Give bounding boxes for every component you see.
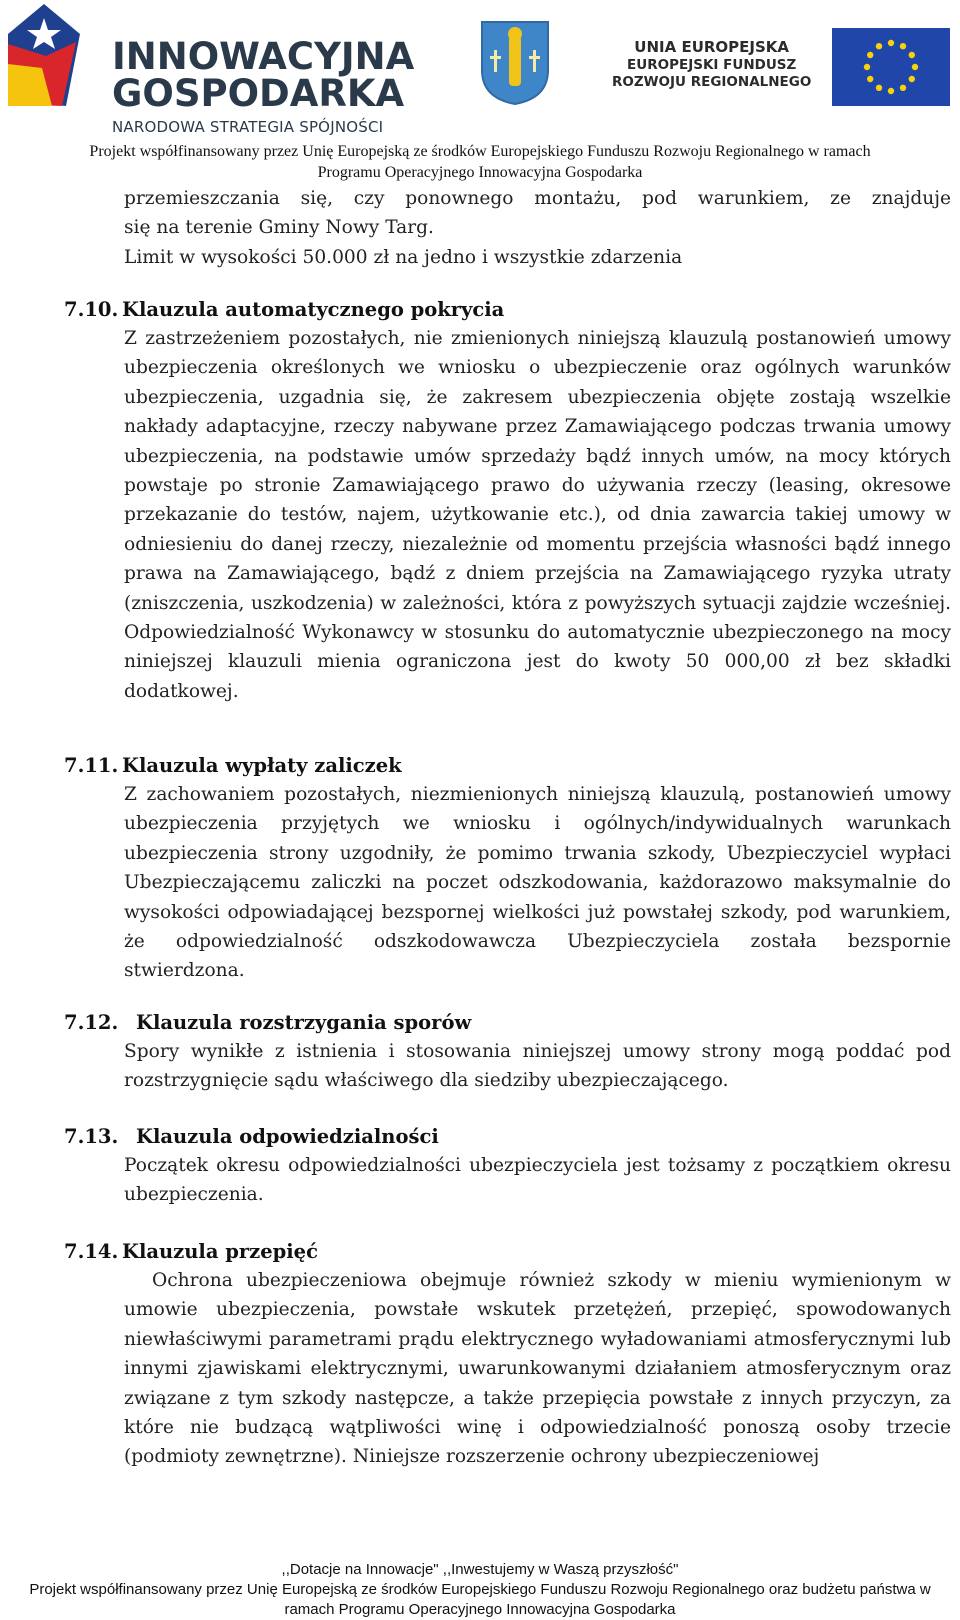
- eu-star-icon: [909, 76, 915, 82]
- eu-star-icon: [876, 85, 882, 91]
- section-heading: [64, 1122, 439, 1151]
- eu-star-icon: [864, 64, 870, 70]
- section-heading: [64, 1237, 318, 1266]
- intro-line-3: Limit w wysokości 50.000 zł na jedno i wszystkie zdarzenia: [124, 246, 683, 268]
- footer-line-1: Projekt współfinansowany przez Unię Europejską ze środków Europejskiego Funduszu Rozwoju Regionalnego oraz budżetu państwa w: [29, 1581, 931, 1598]
- section-text: Z zachowaniem pozostałych, niezmienionych niniejszą klauzulą, postanowień umowy ubezpieczenia przyjętych we wniosku i ogólnych/indywidualnych warunkach ubezpieczenia strony uzgodniły, że pomimo trwania szkody, Ubezpieczyciel wypłaci Ubezpieczającemu zaliczki na poczet odszkodowania, każdorazowo maksymalnie do wysokości odpowiadającej bezspornej wielkości już powstałej szkody, pod warunkiem, że odpowiedzialność odszkodowawcza Ubezpieczyciela została bezspornie stwierdzona.: [124, 784, 951, 982]
- logo-title-1: INNOWACYJNA: [112, 35, 415, 78]
- ue-line2: EUROPEJSKI FUNDUSZ: [627, 57, 797, 73]
- section-title: Klauzula rozstrzygania sporów: [136, 1011, 472, 1034]
- logo-title-2: GOSPODARKA: [112, 72, 405, 115]
- project-funding-header: [0, 141, 960, 183]
- intro-line-1: przemieszczania się, czy ponownego montażu, pod warunkiem, ze znajduje: [124, 188, 951, 209]
- eu-star-icon: [888, 40, 894, 46]
- innowacyjna-gospodarka-logo: [6, 4, 80, 106]
- section-number: 7.12.: [64, 1011, 119, 1034]
- eu-star-icon: [867, 76, 873, 82]
- eu-star-icon: [867, 52, 873, 58]
- eu-star-icon: [876, 43, 882, 49]
- section-number: 7.13.: [64, 1125, 119, 1148]
- section-title: Klauzula przepięć: [122, 1240, 318, 1263]
- section-number: 7.14.: [64, 1240, 119, 1263]
- eu-flag-icon: [832, 28, 950, 106]
- logo-wordmark: [112, 35, 415, 136]
- section-heading: [64, 295, 504, 324]
- intro-paragraph: [124, 184, 951, 272]
- section-heading: [64, 751, 402, 780]
- project-line-2: Programu Operacyjnego Innowacyjna Gospodarka: [317, 164, 643, 181]
- section-text: Spory wynikłe z istnienia i stosowania niniejszej umowy strony mogą poddać pod rozstrzygnięcie sądu właściwego dla siedziby ubezpieczającego.: [124, 1041, 951, 1092]
- eu-text: [612, 38, 811, 91]
- section-text: Początek okresu odpowiedzialności ubezpieczyciela jest tożsamy z początkiem okresu ubezpieczenia.: [124, 1155, 951, 1206]
- project-line-1: Projekt współfinansowany przez Unię Europejską ze środków Europejskiego Funduszu Rozwoju Regionalnego w ramach: [89, 143, 871, 160]
- page-header: [0, 0, 960, 180]
- section-number: 7.11.: [64, 754, 119, 777]
- section-title: Klauzula wypłaty zaliczek: [122, 754, 402, 777]
- section-title: Klauzula odpowiedzialności: [136, 1125, 439, 1148]
- footer-line-2: ramach Programu Operacyjnego Innowacyjna Gospodarka: [284, 1601, 676, 1618]
- eu-star-icon: [888, 88, 894, 94]
- section-number: 7.10.: [64, 298, 119, 321]
- intro-line-2: się na terenie Gminy Nowy Targ.: [124, 217, 434, 239]
- section-text: Z zastrzeżeniem pozostałych, nie zmienionych niniejszą klauzulą postanowień umowy ubezpieczenia określonych we wniosku o ubezpieczenie oraz ogólnych warunków ubezpieczenia, uzgadnia się, że zakresem ubezpieczenia objęte zostają wszelkie nakłady adaptacyjne, rzeczy nabywane przez Zamawiającego podczas trwania umowy ubezpieczenia, na podstawie umów sprzedaży bądź innych umów, na mocy których powstaje po stronie Zamawiającego prawo do używania rzeczy (leasing, okresowe przekazanie do testów, najem, użytkowanie etc.), od dnia zawarcia takiej umowy w odniesieniu do danej rzeczy, niezależnie od momentu przejścia własności bądź innego prawa na Zamawiającego, bądź z dniem przejścia na Zamawiającego ryzyka utraty (zniszczenia, uszkodzenia) w zależności, która z powyższych sytuacji zajdzie wcześniej. Odpowiedzialność Wykonawcy w stosunku do automatycznie ubezpieczonego na mocy niniejszej klauzuli mienia ograniczona jest do kwoty 50 000,00 zł bez składki dodatkowej.: [124, 328, 951, 702]
- section-title: Klauzula automatycznego pokrycia: [122, 298, 505, 321]
- footer-funding: [0, 1580, 960, 1620]
- eu-star-icon: [912, 64, 918, 70]
- coat-of-arms-icon: [480, 20, 550, 106]
- ue-line3: ROZWOJU REGIONALNEGO: [612, 74, 812, 90]
- page-footer: [0, 1560, 960, 1580]
- logo-subtitle: NARODOWA STRATEGIA SPÓJNOŚCI: [112, 118, 384, 136]
- eu-star-icon: [909, 52, 915, 58]
- eu-star-icon: [900, 43, 906, 49]
- section-text: Ochrona ubezpieczeniowa obejmuje również szkody w mieniu wymienionym w umowie ubezpieczenia, powstałe wskutek przetężeń, przepięć, spowodowanych niewłaściwymi parametrami prądu elektrycznego wyładowaniami atmosferycznymi lub innymi zjawiskami elektrycznymi, uwarunkowanymi działaniem atmosferycznym oraz związane z tym szkody następcze, a także przepięcia powstałe z innych przyczyn, za które nie budzącą wątpliwości winę i odpowiedzialność ponoszą osoby trzecie (podmioty zewnętrzne). Niniejsze rozszerzenie ochrony ubezpieczeniowej: [124, 1270, 951, 1468]
- eu-star-icon: [900, 85, 906, 91]
- footer-slogan: ,,Dotacje na Innowacje" ,,Inwestujemy w Waszą przyszłość": [281, 1561, 679, 1578]
- ue-line1: UNIA EUROPEJSKA: [634, 38, 790, 56]
- section-heading: [64, 1008, 471, 1037]
